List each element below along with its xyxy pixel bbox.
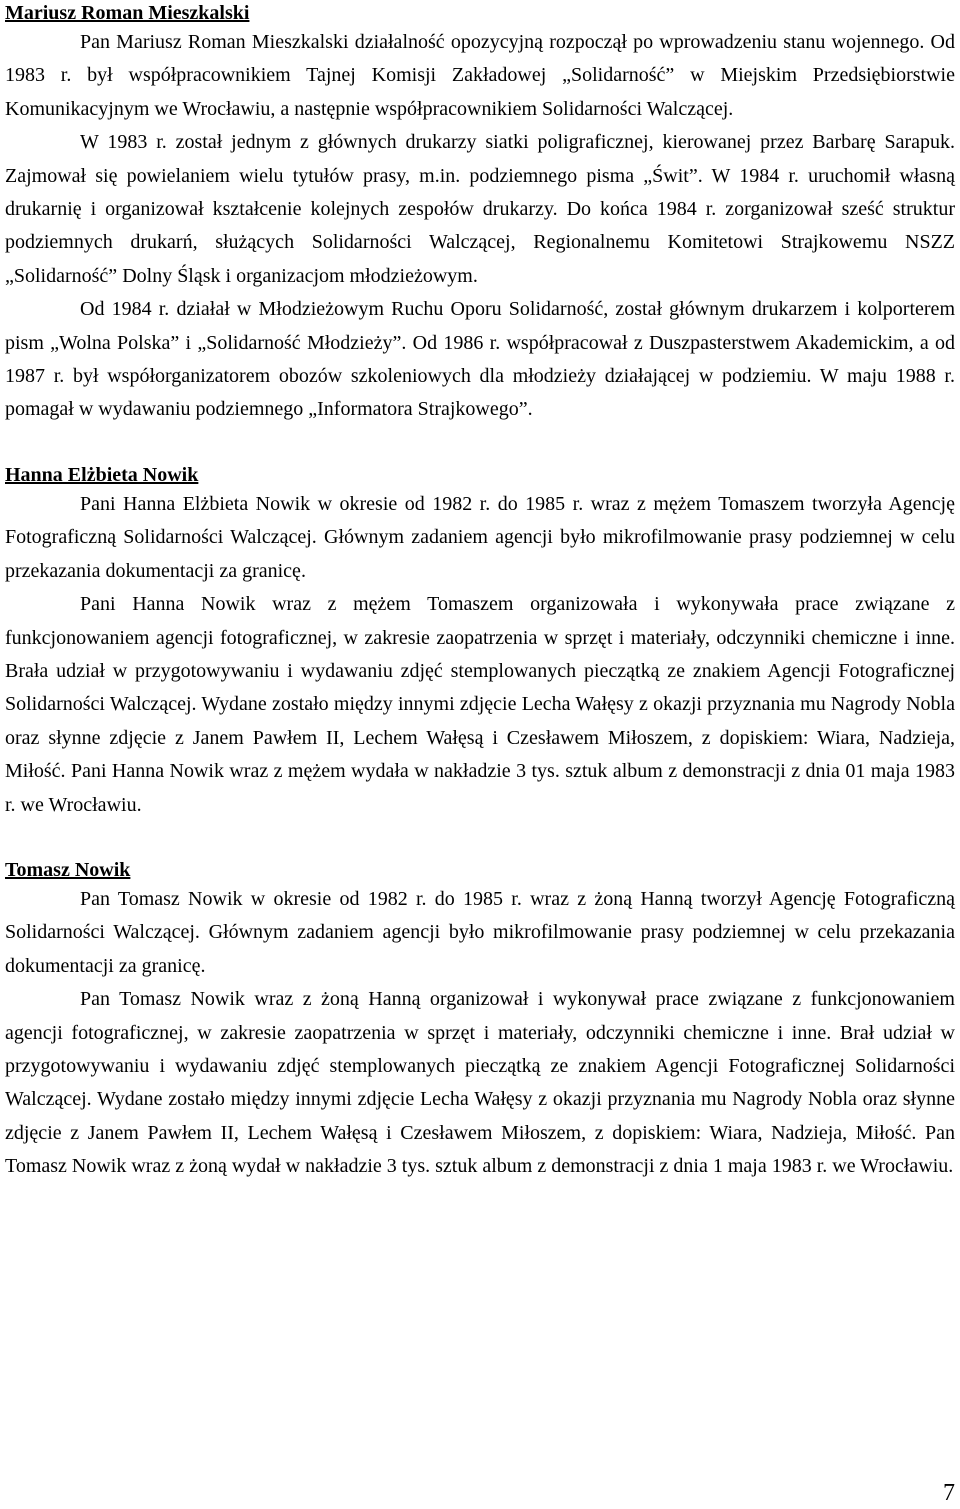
- section-hanna-nowik: [5, 462, 955, 822]
- section-heading: Tomasz Nowik: [5, 858, 131, 881]
- document-page: [5, 0, 955, 1184]
- paragraph: Pan Mariusz Roman Mieszkalski działalność opozycyjną rozpoczął po wprowadzeniu stanu wojennego. Od 1983 r. był współpracownikiem Tajnej Komisji Zakładowej „Solidarność” w Miejskim Przedsiębiorstwie Komunikacyjnym we Wrocławiu, a następnie współpracownikiem Solidarności Walczącej.: [5, 31, 955, 120]
- section-tomasz-nowik: [5, 857, 955, 1184]
- paragraph: Od 1984 r. działał w Młodzieżowym Ruchu Oporu Solidarność, został głównym drukarzem i kolporterem pism „Wolna Polska” i „Solidarność Młodzieży”. Od 1986 r. współpracował z Duszpasterstwem Akademickim, a od 1987 r. był współorganizatorem obozów szkoleniowych dla młodzieży działającej w podziemiu. W maju 1988 r. pomagał w wydawaniu podziemnego „Informatora Strajkowego”.: [5, 298, 955, 421]
- section-heading: Mariusz Roman Mieszkalski: [5, 2, 250, 24]
- paragraph: Pani Hanna Nowik wraz z mężem Tomaszem organizowała i wykonywała prace związane z funkcjonowaniem agencji fotograficznej, w zakresie zaopatrzenia w sprzęt i materiały, odczynniki chemiczne i inne. Brała udział w przygotowywaniu i wydawaniu zdjęć stemplowanych pieczątką ze znakiem Agencji Fotograficznej Solidarności Walczącej. Wydane zostało między innymi zdjęcie Lecha Wałęsy z okazji przyznania mu Nagrody Nobla oraz słynne zdjęcie z Janem Pawłem II, Lechem Wałęsą i Czesławem Miłoszem, z dopiskiem: Wiara, Nadzieja, Miłość. Pani Hanna Nowik wraz z mężem wydała w nakładzie 3 tys. sztuk album z demonstracji z dnia 01 maja 1983 r. we Wrocławiu.: [5, 593, 955, 816]
- paragraph: W 1983 r. został jednym z głównych drukarzy siatki poligraficznej, kierowanej przez Barbarę Sarapuk. Zajmował się powielaniem wielu tytułów prasy, m.in. podziemnego pisma „Świt”. W 1984 r. uruchomił własną drukarnię i organizował kształcenie kolejnych zespołów drukarzy. Do końca 1984 r. zorganizował sześć struktur podziemnych drukarń, służących Solidarności Walczącej, Regionalnemu Komitetowi Strajkowemu NSZZ „Solidarność” Dolny Śląsk i organizacjom młodzieżowym.: [5, 131, 955, 287]
- paragraph: Pan Tomasz Nowik w okresie od 1982 r. do 1985 r. wraz z żoną Hanną tworzył Agencję Fotograficzną Solidarności Walczącej. Głównym zadaniem agencji było mikrofilmowanie prasy podziemnej w celu przekazania dokumentacji za granicę.: [5, 887, 955, 977]
- paragraph: Pan Tomasz Nowik wraz z żoną Hanną organizował i wykonywał prace związane z funkcjonowaniem agencji fotograficznej, w zakresie zaopatrzenia w sprzęt i materiały, odczynniki chemiczne i inne. Brał udział w przygotowywaniu i wydawaniu zdjęć stemplowanych pieczątką ze znakiem Agencji Fotograficznej Solidarności Walczącej. Wydane zostało między innymi zdjęcie Lecha Wałęsy z okazji przyznania mu Nagrody Nobla oraz słynne zdjęcie z Janem Pawłem II, Lechem Wałęsą i Czesławem Miłoszem, z dopiskiem: Wiara, Nadzieja, Miłość. Pan Tomasz Nowik wraz z żoną wydał w nakładzie 3 tys. sztuk album z demonstracji z dnia 1 maja 1983 r. we Wrocławiu.: [5, 988, 955, 1178]
- section-mieszkalski: [5, 0, 955, 427]
- paragraph: Pani Hanna Elżbieta Nowik w okresie od 1982 r. do 1985 r. wraz z mężem Tomaszem tworzyła Agencję Fotograficzną Solidarności Walczącej. Głównym zadaniem agencji było mikrofilmowanie prasy podziemnej w celu przekazania dokumentacji za granicę.: [5, 492, 955, 582]
- page-number: 7: [943, 1480, 955, 1506]
- section-heading: Hanna Elżbieta Nowik: [5, 463, 199, 486]
